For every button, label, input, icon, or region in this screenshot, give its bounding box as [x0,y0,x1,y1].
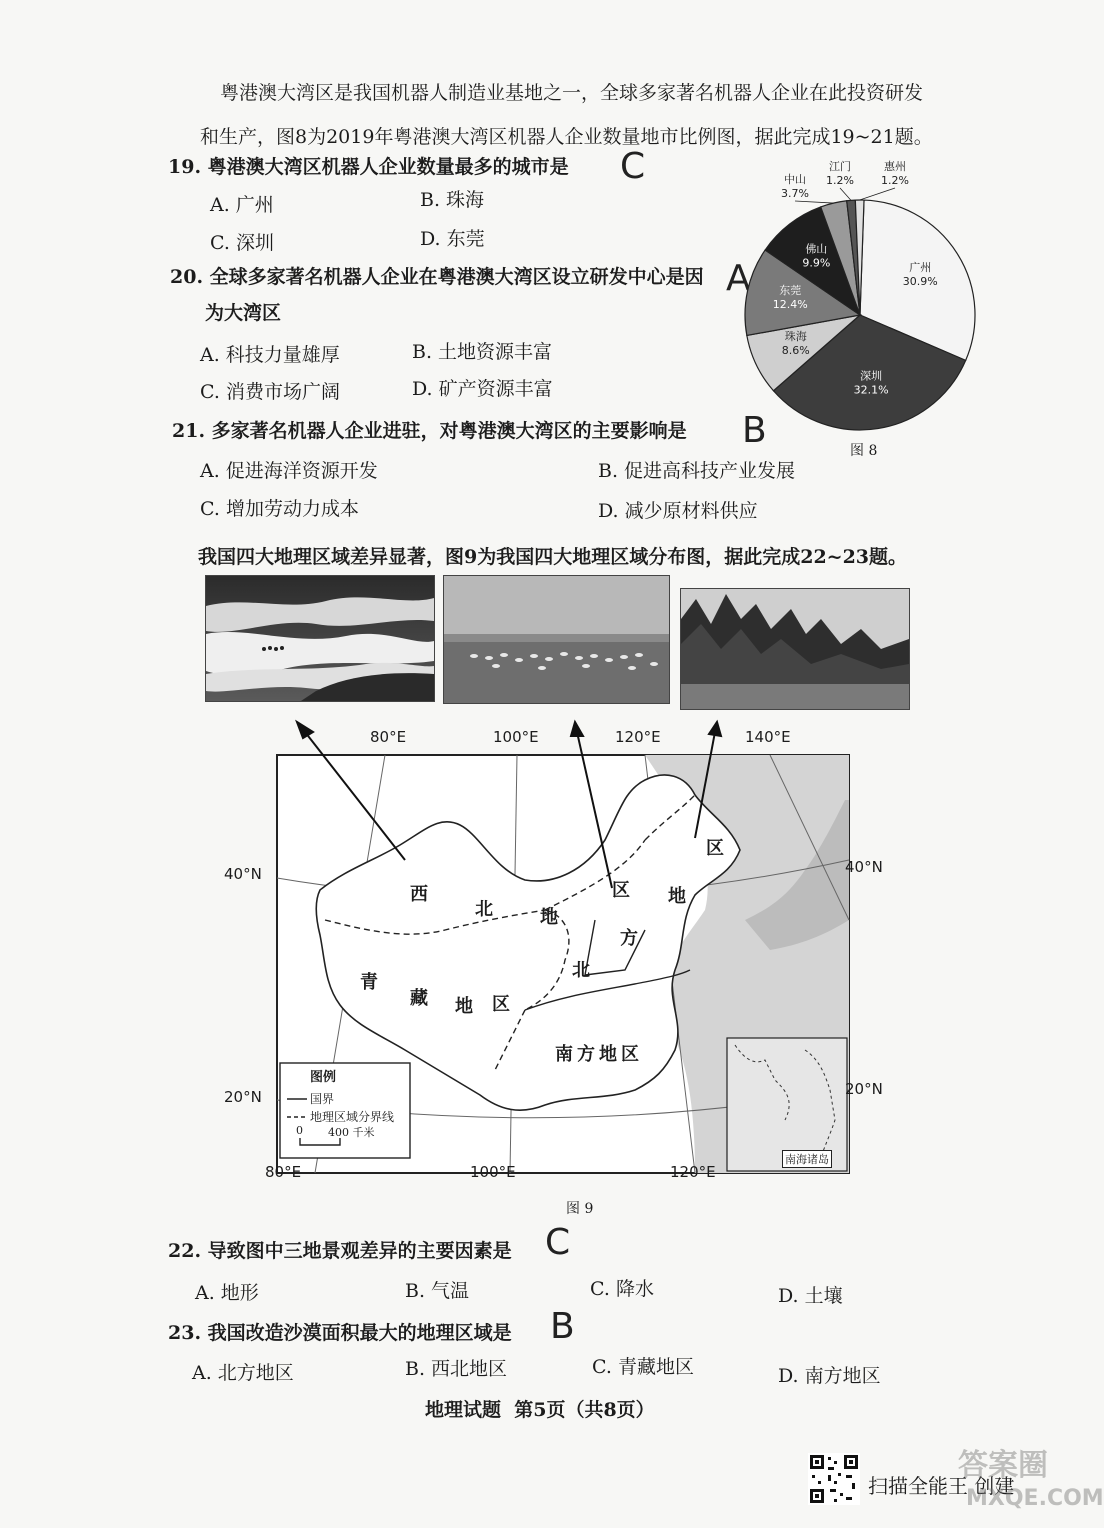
legend-title: 图例 [310,1070,337,1085]
pie-slice-value: 30.9% [902,274,938,288]
q20-stem-line-1: 20. 全球多家著名机器人企业在粤港澳大湾区设立研发中心是因 [170,266,704,288]
pie-slice-value: 9.9% [802,256,831,270]
pie-slice-value: 32.1% [853,383,889,397]
pie-slice-name: 惠州 [884,160,906,173]
pie-slice-name: 深圳 [860,369,883,383]
legend-border: 国界 [310,1092,335,1106]
q20-stem-line-2: 为大湾区 [205,302,282,324]
pie-slice-name: 佛山 [805,242,828,256]
region-label-bei: 北 [475,899,493,920]
q23-option-c: C. 青藏地区 [592,1356,694,1378]
pie-slice-name: 江门 [829,160,851,173]
region-label-di3: 地 [455,996,473,1017]
watermark-url: MXQE.COM [966,1486,1104,1511]
pie-slice-name: 中山 [784,173,806,186]
q23-stem: 23. 我国改造沙漠面积最大的地理区域是 [168,1322,512,1344]
q19-stem: 19. 粤港澳大湾区机器人企业数量最多的城市是 [168,156,569,178]
q21-option-c: C. 增加劳动力成本 [200,498,359,520]
lon-bottom-100: 100°E [470,1163,516,1181]
fig8-caption: 图 8 [850,443,878,459]
pie-slice-value: 3.7% [781,187,809,200]
q20-option-d: D. 矿产资源丰富 [412,378,553,400]
legend-scale-400: 400 千米 [328,1126,375,1139]
q19-handwritten-answer: C [620,146,646,187]
q20-option-a: A. 科技力量雄厚 [200,344,340,366]
region-label-fang: 方 [620,928,638,949]
q21-option-b: B. 促进高科技产业发展 [598,460,796,482]
q20-option-b: B. 土地资源丰富 [412,341,553,363]
q23-option-b: B. 西北地区 [405,1358,508,1380]
pie-slice-value: 8.6% [781,343,810,357]
q23-option-a: A. 北方地区 [192,1362,294,1384]
q20-handwritten-answer: A [726,258,751,299]
pie-slice-value: 1.2% [826,174,854,187]
lon-top-100: 100°E [493,728,539,746]
q22-handwritten-answer: C [545,1222,571,1263]
q22-option-b: B. 气温 [405,1280,470,1302]
watermark-text: 答案圈 [958,1448,1048,1483]
lat-right-20: 20°N [845,1080,883,1098]
section2-intro: 我国四大地理区域差异显著，图9为我国四大地理区域分布图，据此完成22~23题。 [198,546,908,568]
q23-handwritten-answer: B [550,1306,575,1347]
q22-option-a: A. 地形 [195,1282,259,1304]
desert-photo [205,575,435,702]
pie-leader-line [840,188,851,200]
q20-option-c: C. 消费市场广阔 [200,381,340,403]
pie-slice-name: 广州 [909,260,932,274]
region-label-qu2: 区 [706,838,724,859]
q19-option-d: D. 东莞 [420,228,485,250]
region-label-bei2: 北 [572,960,590,981]
forest-photo [680,588,910,710]
south-china-sea-inset-label: 南海诸岛 [782,1150,832,1168]
q19-option-c: C. 深圳 [210,232,274,254]
china-regions-map [225,720,895,1200]
intro-line-1: 粤港澳大湾区是我国机器人制造业基地之一，全球多家著名机器人企业在此投资研发 [220,82,924,104]
lat-left-20: 20°N [224,1088,262,1106]
pie-leader-line [795,201,834,203]
q22-option-d: D. 土壤 [778,1285,843,1307]
region-label-zang: 藏 [410,988,428,1009]
legend-divider: 地理区域分界线 [310,1110,395,1124]
q21-stem: 21. 多家著名机器人企业进驻，对粤港澳大湾区的主要影响是 [172,420,687,442]
scan-app-credit: 扫描全能王 创建 [868,1474,1015,1498]
lat-left-40: 40°N [224,865,262,883]
lon-bottom-120: 120°E [670,1163,716,1181]
q21-option-a: A. 促进海洋资源开发 [200,460,378,482]
region-label-di1: 地 [540,907,558,928]
page-footer: 地理试题 第5页（共8页） [425,1399,655,1421]
region-label-qu3: 区 [492,994,510,1015]
q19-option-a: A. 广州 [210,194,274,216]
grassland-photo [443,575,670,704]
lon-top-80: 80°E [370,728,407,746]
lon-top-140: 140°E [745,728,791,746]
pie-slice-name: 东莞 [779,284,802,298]
q21-option-d: D. 减少原材料供应 [598,500,758,522]
region-label-qing: 青 [360,972,378,993]
region-label-xi: 西 [410,884,428,905]
q19-option-b: B. 珠海 [420,189,485,211]
forest-landscape-image [681,589,909,709]
region-label-di2: 地 [668,886,686,907]
region-label-qu1: 区 [612,880,630,901]
region-label-south: 南方地区 [555,1044,643,1065]
pie-slice-value: 1.2% [881,174,909,187]
pie-slice-value: 12.4% [772,298,808,312]
lon-top-120: 120°E [615,728,661,746]
q23-option-d: D. 南方地区 [778,1365,881,1387]
desert-landscape-image [206,576,434,701]
grassland-landscape-image [444,576,669,703]
pie-leader-line [860,188,895,200]
q21-handwritten-answer: B [742,410,767,451]
fig9-caption: 图 9 [566,1201,594,1217]
q22-stem: 22. 导致图中三地景观差异的主要因素是 [168,1240,512,1262]
pie-slice-name: 珠海 [784,329,807,343]
intro-line-2: 和生产，图8为2019年粤港澳大湾区机器人企业数量地市比例图，据此完成19~21题。 [200,126,933,148]
legend-scale-0: 0 [296,1124,303,1137]
lon-bottom-80: 80°E [265,1163,302,1181]
qr-code-icon [808,1453,860,1505]
q22-option-c: C. 降水 [590,1278,654,1300]
pie-chart-fig8 [735,160,1025,465]
lat-right-40: 40°N [845,858,883,876]
